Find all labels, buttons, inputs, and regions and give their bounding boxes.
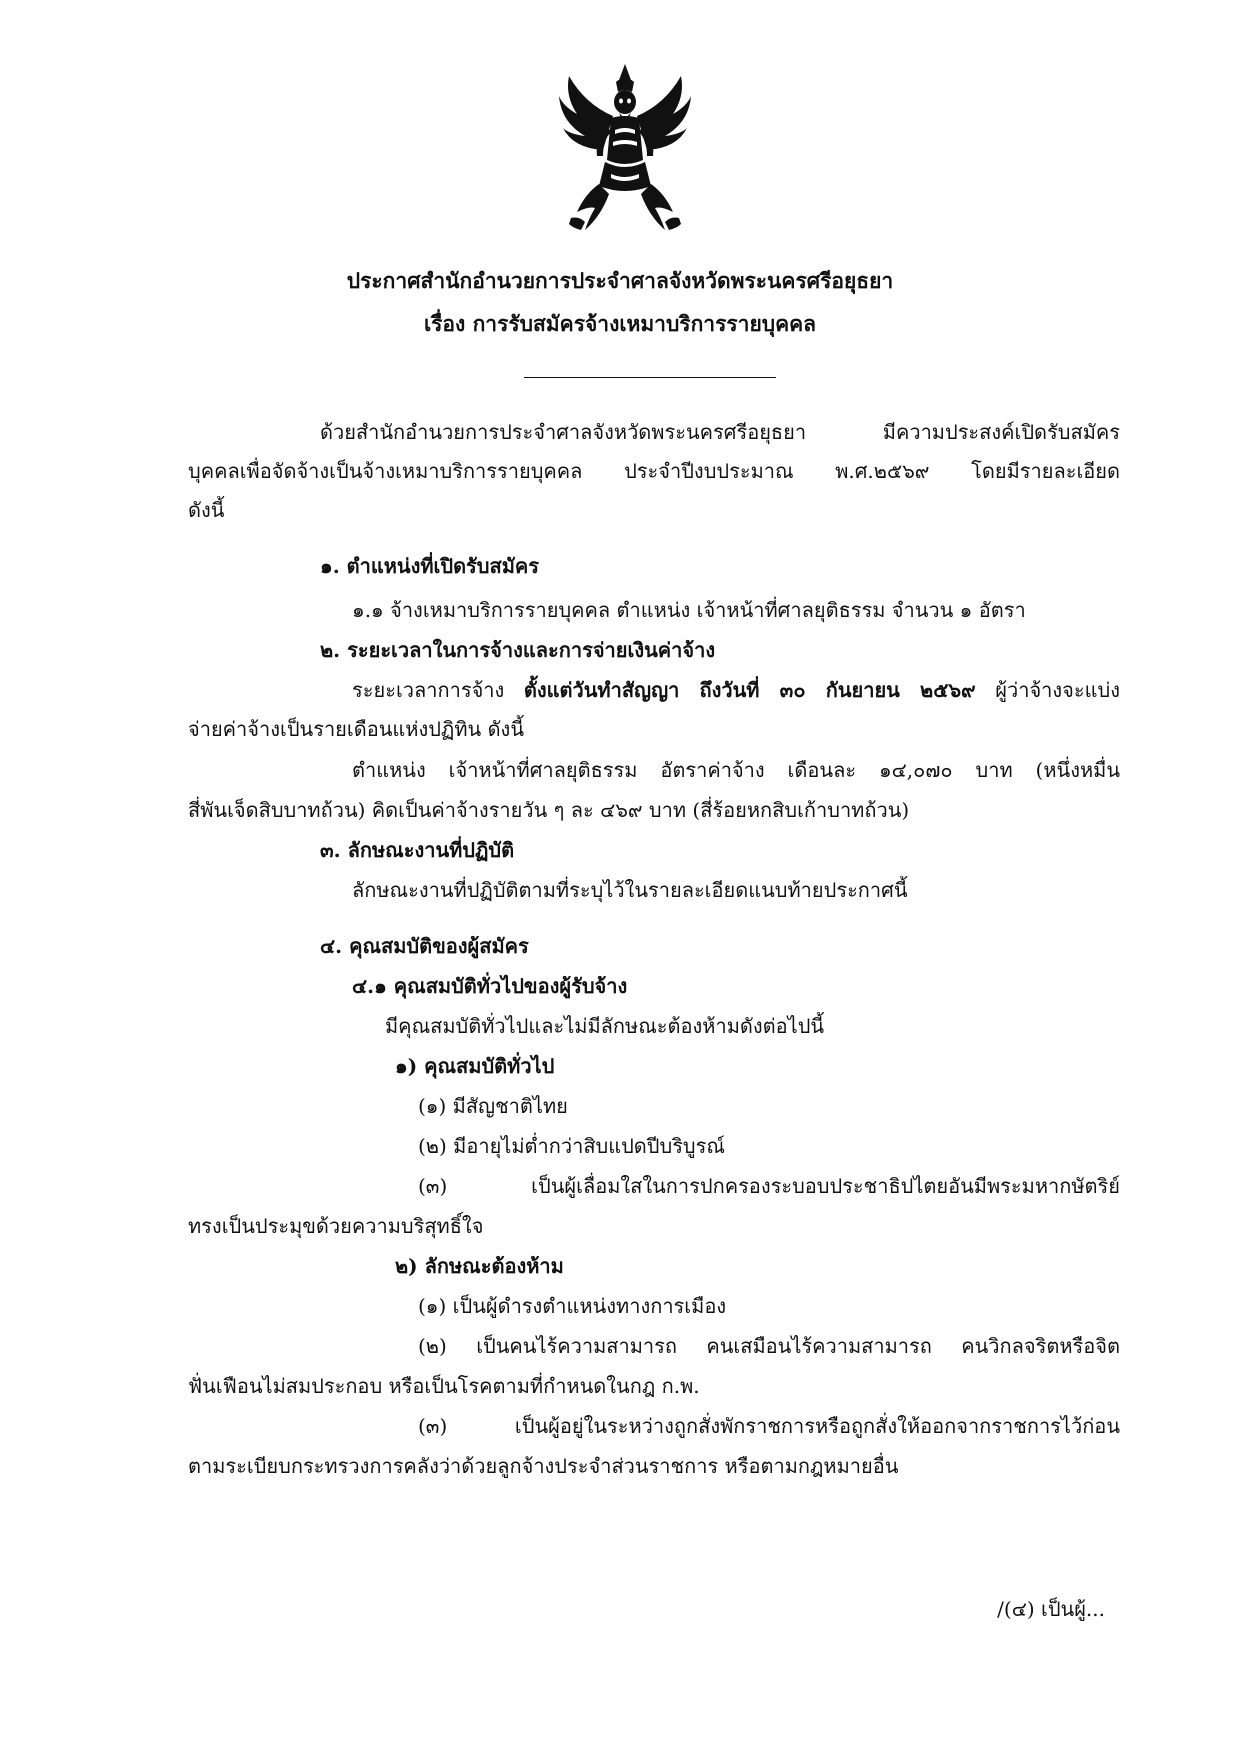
prohibited-item-1: (๑) เป็นผู้ดำรงตำแหน่งทางการเมือง [418, 1294, 727, 1318]
section-2-period-line [352, 676, 1120, 704]
period-dates: ตั้งแต่วันทำสัญญา ถึงวันที่ ๓๐ กันยายน ๒๕๖๙ [523, 678, 976, 702]
announcement-title: ประกาศสำนักอำนวยการประจำศาลจังหวัดพระนครศรีอยุธยา [346, 268, 894, 293]
announcement-subject: เรื่อง การรับสมัครจ้างเหมาบริการรายบุคคล [423, 311, 817, 336]
prohibited-item-2-line-2: ฟั่นเฟือนไม่สมประกอบ หรือเป็นโรคตามที่กำหนดในกฎ ก.พ. [188, 1374, 700, 1398]
section-3-heading: ๓. ลักษณะงานที่ปฏิบัติ [320, 838, 515, 862]
section-2-heading: ๒. ระยะเวลาในการจ้างและการจ่ายเงินค่าจ้าง [320, 638, 716, 662]
general-item-1: (๑) มีสัญชาติไทย [418, 1094, 568, 1118]
title-divider [524, 377, 776, 378]
section-1-heading: ๑. ตำแหน่งที่เปิดรับสมัคร [320, 554, 540, 578]
period-suffix: ผู้ว่าจ้างจะแบ่ง [975, 678, 1120, 702]
section-3-body: ลักษณะงานที่ปฏิบัติตามที่ระบุไว้ในรายละเอียดแนบท้ายประกาศนี้ [352, 878, 908, 902]
prohibited-item-3-line-1: (๓) เป็นผู้อยู่ในระหว่างถูกสั่งพักราชการหรือถูกสั่งให้ออกจากราชการไว้ก่อน [418, 1414, 1120, 1438]
general-item-3-line-1: (๓) เป็นผู้เลื่อมใสในการปกครองระบอบประชาธิปไตยอันมีพระมหากษัตริย์ [418, 1174, 1120, 1198]
section-4-1-heading: ๔.๑ คุณสมบัติทั่วไปของผู้รับจ้าง [352, 974, 628, 998]
page-continuation-marker: /(๔) เป็นผู้... [997, 1597, 1105, 1621]
section-4-heading: ๔. คุณสมบัติของผู้สมัคร [320, 934, 529, 958]
section-1-item-1: ๑.๑ จ้างเหมาบริการรายบุคคล ตำแหน่ง เจ้าหน้าที่ศาลยุติธรรม จำนวน ๑ อัตรา [352, 598, 1026, 622]
intro-line-1: ด้วยสำนักอำนวยการประจำศาลจังหวัดพระนครศรีอยุธยา มีความประสงค์เปิดรับสมัคร [320, 420, 1120, 444]
general-item-2: (๒) มีอายุไม่ต่ำกว่าสิบแปดปีบริบูรณ์ [418, 1134, 725, 1158]
period-prefix: ระยะเวลาการจ้าง [352, 678, 524, 702]
section-2-payment-line: จ่ายค่าจ้างเป็นรายเดือนแห่งปฏิทิน ดังนี้ [188, 717, 524, 741]
prohibited-item-3-line-2: ตามระเบียบกระทรวงการคลังว่าด้วยลูกจ้างประจำส่วนราชการ หรือตามกฎหมายอื่น [188, 1454, 899, 1478]
intro-line-2: บุคคลเพื่อจัดจ้างเป็นจ้างเหมาบริการรายบุคคล ประจำปีงบประมาณ พ.ศ.๒๕๖๙ โดยมีรายละเอียด [188, 459, 1120, 483]
intro-line-3: ดังนี้ [188, 498, 225, 522]
general-item-3-line-2: ทรงเป็นประมุขด้วยความบริสุทธิ์ใจ [188, 1214, 484, 1238]
garuda-emblem-icon [555, 56, 695, 234]
section-2-rate-line-1: ตำแหน่ง เจ้าหน้าที่ศาลยุติธรรม อัตราค่าจ้าง เดือนละ ๑๔,๐๗๐ บาท (หนึ่งหมื่น [352, 758, 1120, 782]
section-4-1-intro: มีคุณสมบัติทั่วไปและไม่มีลักษณะต้องห้ามดังต่อไปนี้ [385, 1014, 825, 1038]
prohibited-item-2-line-1: (๒) เป็นคนไร้ความสามารถ คนเสมือนไร้ความสามารถ คนวิกลจริตหรือจิต [418, 1334, 1120, 1358]
section-2-rate-line-2: สี่พันเจ็ดสิบบาทถ้วน) คิดเป็นค่าจ้างรายวัน ๆ ละ ๔๖๙ บาท (สี่ร้อยหกสิบเก้าบาทถ้วน) [188, 798, 910, 822]
prohibited-heading: ๒) ลักษณะต้องห้าม [395, 1254, 564, 1278]
general-qualifications-heading: ๑) คุณสมบัติทั่วไป [395, 1054, 555, 1078]
